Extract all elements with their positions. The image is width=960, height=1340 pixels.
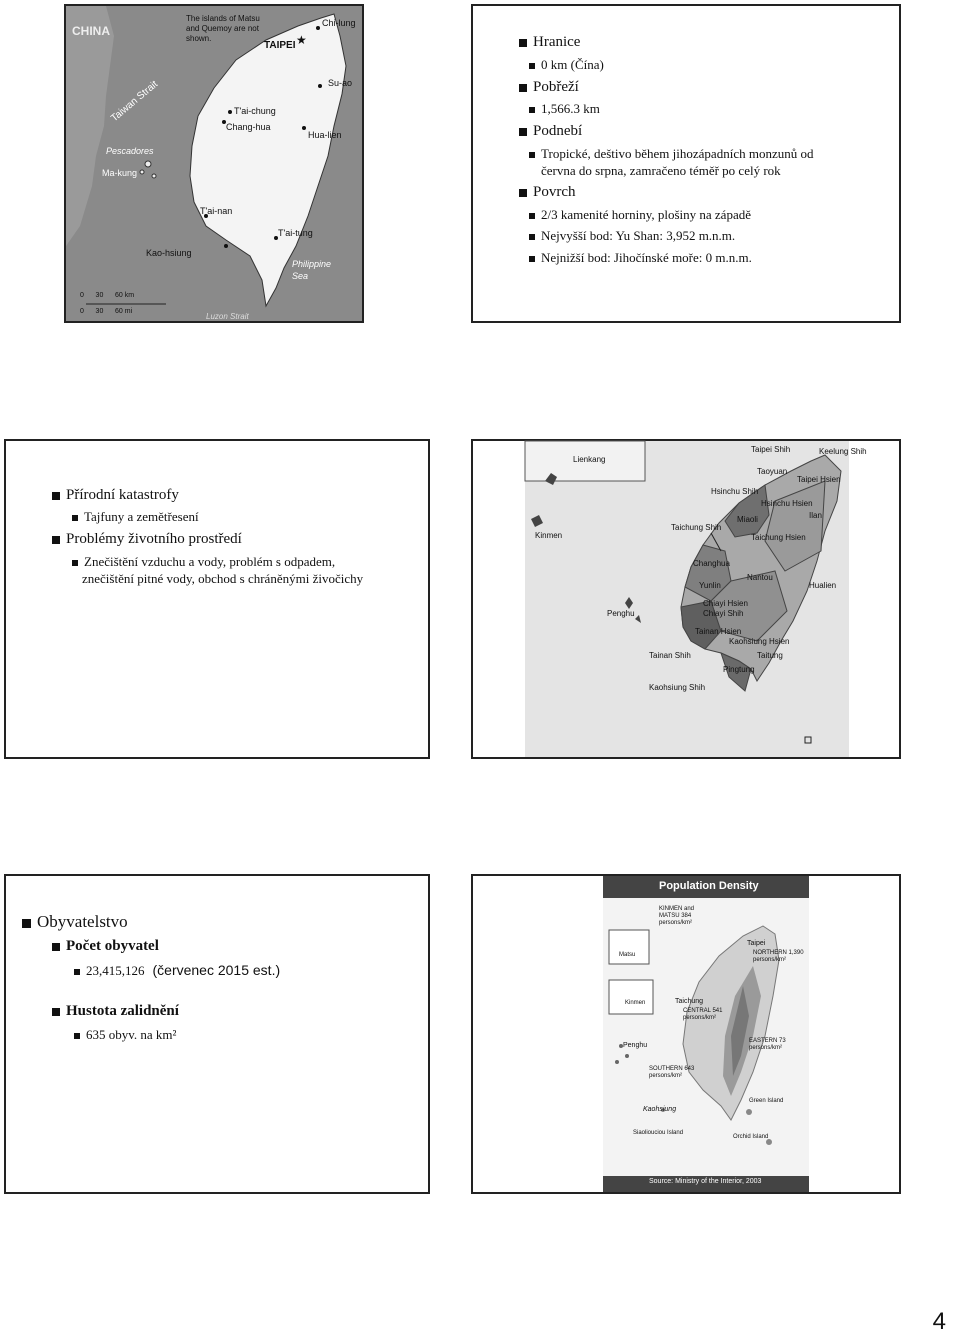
population-density-map	[603, 876, 809, 1192]
map-label: Kaohsiung Hsien	[729, 637, 790, 646]
bullet-podnebi-value: Tropické, deštivo během jihozápadních monzunů od	[529, 146, 813, 162]
map-label: Taipei	[747, 940, 766, 947]
map-label: Ma-kung	[102, 168, 138, 178]
map-label: Penghu	[607, 609, 635, 618]
slide-2-map	[471, 439, 901, 759]
map-label: Hsinchu Hsien	[761, 499, 813, 508]
map-title: Population Density	[659, 880, 759, 892]
map-label: Kao-hsiung	[146, 248, 192, 258]
taiwan-outline-map	[66, 6, 362, 321]
taiwan-regions-svg	[525, 441, 849, 757]
map-source: Source: Ministry of the Interior, 2003	[649, 1178, 762, 1185]
map-label: Green Island	[749, 1098, 784, 1104]
bullet-nejnizsi-bod: Nejnižší bod: Jihočínské moře: 0 m.n.m.	[529, 250, 752, 266]
map-label: Su-ao	[328, 78, 353, 88]
slide-1	[64, 4, 364, 323]
map-label: Kinmen	[535, 531, 563, 540]
map-label: T'ai-nan	[200, 206, 233, 216]
slide-3-map	[471, 874, 901, 1194]
capital-star-icon: ★	[296, 33, 307, 47]
bullet-obyvatelstvo: Obyvatelstvo	[22, 912, 128, 932]
map-label: Taoyuan	[757, 467, 788, 476]
bullet-hranice: Hranice	[519, 34, 580, 51]
page-number: 4	[932, 1308, 946, 1335]
map-note: The islands of Matsu and Quemoy are not shown.	[186, 14, 260, 43]
slide-1-text	[471, 4, 901, 323]
map-label: Tainan Hsien	[695, 627, 742, 636]
map-scale-km: 0 30 60 km	[80, 292, 135, 299]
map-label: Chiayi Shih	[703, 609, 744, 618]
bullet-pocet-obyvatel: Počet obyvatel	[52, 938, 159, 955]
map-label: Taipei Shih	[751, 445, 791, 454]
bullet-hustota: Hustota zalidnění	[52, 1003, 179, 1020]
map-label: NORTHERN 1,390 persons/km²	[753, 950, 804, 963]
map-label: KINMEN and MATSU 384 persons/km²	[659, 906, 695, 926]
map-label: Chi-lung	[322, 18, 356, 28]
map-label: TAIPEI	[264, 40, 296, 51]
map-label: Taipei Hsien	[797, 475, 841, 484]
bullet-hranice-value: 0 km (Čína)	[529, 57, 604, 73]
bullet-povrch-value: 2/3 kamenité horniny, plošiny na západě	[529, 207, 751, 223]
map-label: SOUTHERN 643 persons/km²	[649, 1066, 695, 1079]
map-label: Hsinchu Shih	[711, 487, 759, 496]
map-label: Miaoli	[737, 515, 758, 524]
bullet-prirodni-katastrofy: Přírodní katastrofy	[52, 487, 179, 504]
map-label: Nantou	[747, 573, 773, 582]
map-scale-mi: 0 30 60 mi	[80, 308, 133, 315]
slide-3-text	[4, 874, 430, 1194]
taiwan-regions-map	[525, 441, 867, 757]
map-label: T'ai-chung	[234, 106, 276, 116]
map-label: Pescadores	[106, 146, 154, 156]
slide-2-text	[4, 439, 430, 759]
bullet-tajfuny: Tajfuny a zemětřesení	[72, 509, 199, 525]
map-label: Keelung Shih	[819, 447, 867, 456]
map-label: Pingtung	[723, 665, 755, 674]
map-label: Chang-hua	[226, 122, 271, 132]
map-label: Taiwan Strait	[109, 78, 161, 125]
map-label: Taichung	[675, 998, 704, 1005]
map-label: Kaohsiung Shih	[649, 683, 706, 692]
map-label: Philippine Sea	[292, 259, 332, 281]
map-label: Taichung Shih	[671, 523, 722, 532]
map-label: Yunlin	[699, 581, 721, 590]
map-label: Changhua	[693, 559, 730, 568]
map-label: Tainan Shih	[649, 651, 691, 660]
map-label: Taichung Hsien	[751, 533, 806, 542]
bullet-podnebi: Podnebí	[519, 123, 582, 140]
bullet-nejvyssi-bod: Nejvyšší bod: Yu Shan: 3,952 m.n.m.	[529, 228, 735, 244]
map-label: Kinmen	[625, 1000, 646, 1006]
map-label: Matsu	[619, 952, 636, 958]
population-note: (červenec 2015 est.)	[152, 962, 281, 978]
map-label: T'ai-tung	[278, 228, 313, 238]
bullet-povrch: Povrch	[519, 184, 576, 201]
map-label: Ilan	[809, 511, 822, 520]
map-label: Siaoliouciou Island	[633, 1130, 684, 1136]
map-label: CENTRAL 541 persons/km²	[683, 1008, 723, 1021]
map-label: Hualien	[809, 581, 837, 590]
bullet-znecisteni: Znečištění vzduchu a vody, problém s odpadem,	[72, 554, 335, 570]
bullet-podnebi-value-cont: června do srpna, zamračeno téměř po celý rok	[541, 163, 781, 178]
map-label: Orchid Island	[733, 1134, 769, 1140]
bullet-pobrezi: Pobřeží	[519, 79, 579, 96]
bullet-znecisteni-cont: znečištění pitné vody, obchod s chráněnými živočichy	[82, 571, 364, 586]
map-label: Kaohsiung	[643, 1106, 677, 1113]
map-label: Lienkang	[573, 455, 606, 464]
bullet-pobrezi-value: 1,566.3 km	[529, 101, 600, 117]
map-label: EASTERN 73 persons/km²	[749, 1038, 786, 1051]
bullet-hustota-value: 635 obyv. na km²	[74, 1027, 176, 1043]
map-label: Penghu	[623, 1042, 648, 1049]
map-label: Taitung	[757, 651, 783, 660]
map-label: Luzon Strait	[206, 312, 249, 321]
map-label: Chiayi Hsien	[703, 599, 748, 608]
map-label: Hua-lien	[308, 130, 342, 140]
bullet-problemy: Problémy životního prostředí	[52, 531, 242, 548]
map-label-china: CHINA	[72, 24, 110, 38]
bullet-pocet-value: 23,415,126 (červenec 2015 est.)	[74, 962, 280, 979]
